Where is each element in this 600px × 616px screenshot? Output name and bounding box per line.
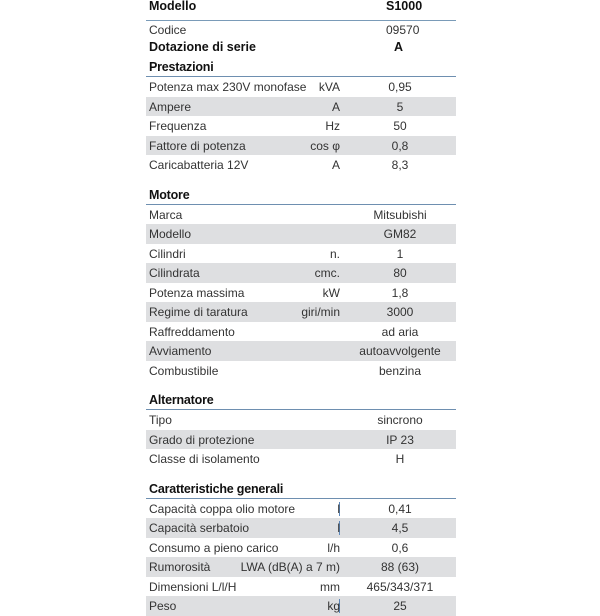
section-prestazioni-title (146, 57, 456, 77)
spec-unit: n. (329, 246, 340, 261)
spec-row (146, 244, 456, 264)
spec-unit: Hz (325, 119, 340, 133)
spec-value: benzina (378, 363, 422, 378)
spec-row (146, 596, 456, 616)
spec-unit: LWA (dB(A) a 7 m) (240, 560, 340, 574)
spec-label: Dimensioni L/l/H (149, 579, 237, 594)
spec-sheet (146, 0, 456, 616)
section-motore-title (146, 185, 456, 205)
spec-label: Caricabatteria 12V (149, 158, 249, 172)
spec-label: Avviamento (149, 344, 212, 358)
spec-row (146, 224, 456, 244)
spec-row (146, 341, 456, 361)
spec-row (146, 430, 456, 450)
spec-row (146, 322, 456, 342)
section-generali-title (146, 479, 456, 499)
spec-value: 88 (63) (380, 560, 420, 574)
spec-label: Cilindri (149, 246, 186, 261)
spec-value: H (395, 452, 405, 466)
spec-value: 0,41 (388, 501, 412, 516)
standard-value: A (394, 40, 404, 54)
section-alternatore-title (146, 390, 456, 410)
spec-label: Grado di protezione (149, 432, 255, 447)
spec-row (146, 499, 456, 519)
spec-value: 8,3 (391, 158, 409, 172)
spec-unit: A (331, 158, 340, 172)
spec-label: Ampere (149, 99, 192, 114)
code-value: 09570 (386, 23, 420, 37)
spec-row (146, 155, 456, 175)
spec-label: Tipo (149, 413, 172, 427)
spec-label: Potenza massima (149, 285, 245, 300)
spec-unit: giri/min (301, 305, 340, 319)
spec-label: Marca (149, 207, 183, 222)
spec-label: Modello (149, 227, 192, 241)
model-header-row (146, 0, 456, 21)
spec-unit: kg (327, 599, 340, 613)
spec-unit: l (337, 501, 340, 516)
spec-label: Peso (149, 599, 177, 613)
spec-label: Frequenza (149, 119, 207, 133)
spec-label: Fattore di potenza (149, 138, 246, 153)
spec-label: Cilindrata (149, 266, 200, 280)
standard-label: Dotazione di serie (149, 40, 256, 54)
spec-value: 25 (393, 599, 407, 613)
spec-value: 1 (396, 246, 404, 261)
spec-value: IP 23 (386, 432, 414, 447)
spec-row (146, 116, 456, 136)
code-row (146, 21, 456, 39)
spec-label: Capacità coppa olio motore (149, 501, 296, 516)
spec-value: 0,8 (391, 138, 409, 153)
spec-row (146, 205, 456, 225)
model-value: S1000 (386, 0, 423, 13)
spec-row (146, 361, 456, 381)
spec-value: GM82 (383, 227, 417, 241)
section-title: Caratteristiche generali (149, 481, 284, 496)
spec-value: ad aria (381, 324, 419, 339)
spec-unit: mm (320, 579, 340, 594)
standard-row (146, 39, 456, 57)
spec-unit: A (331, 99, 340, 114)
spec-value: 5 (396, 99, 404, 114)
spec-row (146, 97, 456, 117)
spec-value: sincrono (377, 413, 423, 427)
spec-value: 3000 (386, 305, 414, 319)
code-label: Codice (149, 23, 187, 37)
section-title: Motore (149, 187, 190, 202)
spec-row (146, 410, 456, 430)
spec-value: 50 (393, 119, 407, 133)
spec-row (146, 77, 456, 97)
spec-value: 465/343/371 (366, 579, 434, 594)
spec-value: 4,5 (391, 521, 409, 535)
spec-row (146, 557, 456, 577)
spec-row (146, 449, 456, 469)
spec-label: Potenza max 230V monofase (149, 80, 307, 94)
spec-unit: cmc. (314, 266, 340, 280)
spec-value: 0,95 (388, 80, 412, 94)
spec-row (146, 518, 456, 538)
spec-label: Capacità serbatoio (149, 521, 250, 535)
spec-label: Classe di isolamento (149, 452, 260, 466)
model-label: Modello (149, 0, 197, 13)
spec-value: 0,6 (391, 540, 409, 555)
spec-label: Rumorosità (149, 560, 211, 574)
spec-unit: l/h (327, 540, 340, 555)
spec-row (146, 577, 456, 597)
spec-label: Raffreddamento (149, 324, 235, 339)
spec-row (146, 538, 456, 558)
spec-label: Consumo a pieno carico (149, 540, 279, 555)
section-title: Alternatore (149, 393, 214, 407)
spec-row (146, 263, 456, 283)
spec-value: 1,8 (391, 285, 409, 300)
spec-row (146, 302, 456, 322)
spec-row (146, 283, 456, 303)
section-title: Prestazioni (149, 60, 214, 74)
spec-label: Regime di taratura (149, 305, 248, 319)
spec-row (146, 136, 456, 156)
spec-unit: kW (322, 285, 340, 300)
spec-unit: cos φ (310, 138, 340, 153)
spec-unit: kVA (318, 80, 340, 94)
spec-value: 80 (393, 266, 407, 280)
spec-label: Combustibile (149, 363, 219, 378)
spec-value: Mitsubishi (373, 207, 427, 222)
spec-unit: l (337, 521, 340, 535)
spec-value: autoavvolgente (359, 344, 441, 358)
